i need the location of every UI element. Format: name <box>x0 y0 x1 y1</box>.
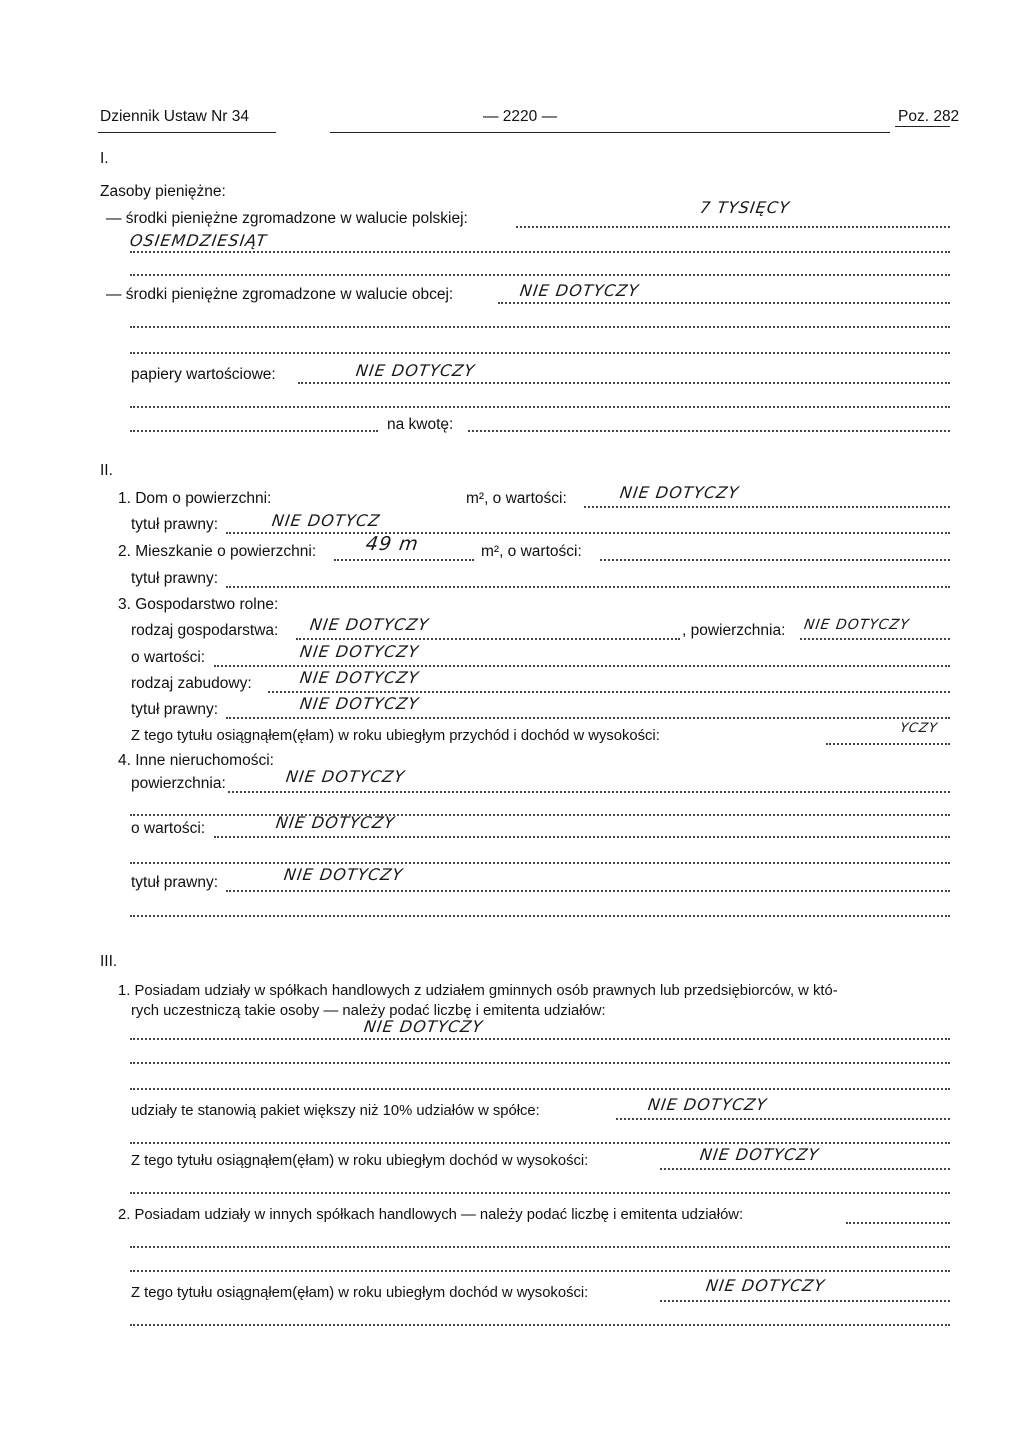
farm-type-value: NIE DOTYCZY <box>308 615 431 634</box>
section-1-number: I. <box>100 150 109 167</box>
other-area-value: NIE DOTYCZY <box>284 767 407 786</box>
farm-income-label: Z tego tytułu osiągnąłem(ęłam) w roku ubiegłym przychód i dochód w wysokości: <box>131 728 660 744</box>
shares-pct-dots <box>616 1116 950 1120</box>
house-area-label: 1. Dom o powierzchni: <box>118 490 272 507</box>
farm-type-dots <box>296 636 680 640</box>
other-property-label: 4. Inne nieruchomości: <box>118 752 274 769</box>
farm-income-dots <box>826 741 950 745</box>
securities-value: NIE DOTYCZY <box>354 361 477 380</box>
shares2-income-dots-2 <box>130 1322 950 1326</box>
shares1-income-dots <box>660 1166 950 1170</box>
cash-resources-title: Zasoby pieniężne: <box>100 183 226 200</box>
flat-title-label: tytuł prawny: <box>131 570 219 587</box>
other-value-label: o wartości: <box>131 820 206 837</box>
farm-value-label: o wartości: <box>131 649 206 666</box>
other-value-value: NIE DOTYCZY <box>274 813 397 832</box>
shares1-income-dots-2 <box>130 1190 950 1194</box>
farm-build-value: NIE DOTYCZY <box>298 668 421 687</box>
securities-dots-2 <box>130 404 950 408</box>
position-number: Poz. 282 <box>898 108 960 125</box>
flat-area-value: 49 m <box>364 533 421 555</box>
farm-area-label: , powierzchnia: <box>682 622 786 639</box>
foreign-funds-dots-2 <box>130 324 950 328</box>
farm-title-dots <box>226 715 950 719</box>
pln-funds-dots-3 <box>130 272 950 276</box>
page-number: — 2220 — <box>483 108 558 125</box>
section-3-number: III. <box>100 953 118 970</box>
shares2-income-value: NIE DOTYCZY <box>704 1276 827 1295</box>
flat-area-unit: m², o wartości: <box>481 543 582 560</box>
header-rule-left <box>98 132 276 133</box>
house-area-unit: m², o wartości: <box>466 490 567 507</box>
section-2-number: II. <box>100 462 113 479</box>
farm-build-label: rodzaj zabudowy: <box>131 675 252 692</box>
shares1-dots <box>130 1036 950 1040</box>
flat-area-dots <box>334 557 474 561</box>
other-area-dots <box>228 789 950 793</box>
pln-funds-value-2: OSIEMDZIESIĄT <box>128 231 269 250</box>
foreign-funds-value: NIE DOTYCZY <box>518 281 641 300</box>
shares2-dots <box>846 1220 950 1224</box>
other-title-dots <box>226 888 950 892</box>
amount-dots-left <box>130 428 378 432</box>
pln-funds-dots <box>516 224 950 228</box>
house-value: NIE DOTYCZY <box>618 483 741 502</box>
other-value-dots-2 <box>130 860 950 864</box>
shares2-dots-2 <box>130 1244 950 1248</box>
header-rule-middle <box>330 132 890 133</box>
other-title-label: tytuł prawny: <box>131 874 219 891</box>
foreign-funds-dots-3 <box>130 350 950 354</box>
farm-value-value: NIE DOTYCZY <box>298 642 421 661</box>
flat-value-dots <box>600 557 950 561</box>
shares2-income-label: Z tego tytułu osiągnąłem(ęłam) w roku ubiegłym dochód w wysokości: <box>131 1285 589 1301</box>
farm-value-dots <box>214 663 950 667</box>
farm-build-dots <box>268 689 950 693</box>
farm-area-value: NIE DOTYCZY <box>802 617 911 633</box>
amount-dots-right <box>468 428 950 432</box>
other-area-label: powierzchnia: <box>131 775 226 792</box>
farm-type-label: rodzaj gospodarstwa: <box>131 622 279 639</box>
pln-funds-value-1: 7 TYSIĘCY <box>698 198 792 217</box>
shares1-income-label: Z tego tytułu osiągnąłem(ęłam) w roku ubiegłym dochód w wysokości: <box>131 1153 589 1169</box>
flat-title-dots <box>226 584 950 588</box>
shares2-dots-3 <box>130 1268 950 1272</box>
pln-funds-label: — środki pieniężne zgromadzone w walucie polskiej: <box>106 210 468 227</box>
shares1-label-line1: 1. Posiadam udziały w spółkach handlowych z udziałem gminnych osób prawnych lub przedsiębiorców, w któ- <box>118 983 838 999</box>
house-title-label: tytuł prawny: <box>131 516 219 533</box>
foreign-funds-dots <box>498 300 950 304</box>
other-area-dots-2 <box>130 812 950 816</box>
farm-income-value: YCZY <box>899 721 939 736</box>
farm-label: 3. Gospodarstwo rolne: <box>118 596 279 613</box>
shares1-value: NIE DOTYCZY <box>362 1017 485 1036</box>
other-title-dots-2 <box>130 913 950 917</box>
farm-title-label: tytuł prawny: <box>131 701 219 718</box>
shares-pct-dots-2 <box>130 1140 950 1144</box>
shares-pct-label: udziały te stanowią pakiet większy niż 10% udziałów w spółce: <box>131 1103 540 1119</box>
shares2-label: 2. Posiadam udziały w innych spółkach handlowych — należy podać liczbę i emitenta udziałów: <box>118 1207 744 1223</box>
house-title-dots <box>226 530 950 534</box>
other-title-value: NIE DOTYCZY <box>282 865 405 884</box>
house-value-dots <box>584 504 950 508</box>
shares2-income-dots <box>660 1298 950 1302</box>
foreign-funds-label: — środki pieniężne zgromadzone w walucie obcej: <box>106 286 454 303</box>
shares1-dots-3 <box>130 1086 950 1090</box>
other-value-dots <box>214 834 950 838</box>
shares1-income-value: NIE DOTYCZY <box>698 1145 821 1164</box>
amount-label: na kwotę: <box>387 416 454 433</box>
shares1-label-line2: rych uczestniczą takie osoby — należy podać liczbę i emitenta udziałów: <box>131 1003 606 1019</box>
shares-pct-value: NIE DOTYCZY <box>646 1095 769 1114</box>
farm-title-value: NIE DOTYCZY <box>298 694 421 713</box>
shares1-dots-2 <box>130 1060 950 1064</box>
flat-area-label: 2. Mieszkanie o powierzchni: <box>118 543 317 560</box>
securities-label: papiery wartościowe: <box>131 366 276 383</box>
farm-area-dots <box>800 636 950 640</box>
journal-title: Dziennik Ustaw Nr 34 <box>100 108 250 125</box>
house-title-value: NIE DOTYCZ <box>270 511 382 530</box>
header-rule-right <box>895 126 950 127</box>
securities-dots <box>298 380 950 384</box>
